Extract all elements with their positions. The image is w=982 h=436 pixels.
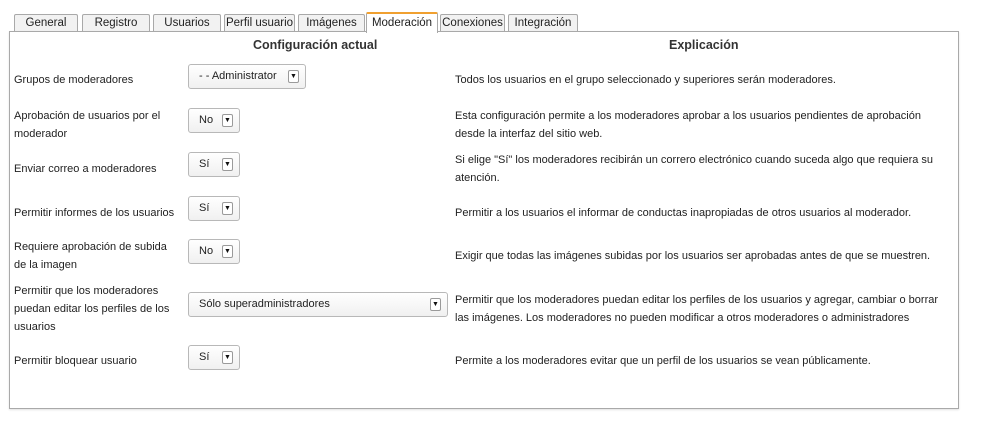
select-value: Sólo superadministradores bbox=[199, 298, 330, 310]
chevron-down-icon: ▼ bbox=[430, 298, 441, 311]
tab-moderacion[interactable]: Moderación bbox=[366, 12, 438, 33]
current-config-header: Configuración actual bbox=[253, 38, 378, 52]
image-approval-select[interactable] bbox=[188, 239, 240, 264]
setting-label: Permitir bloquear usuario bbox=[14, 355, 137, 367]
setting-label: Permitir que los moderadores puedan editar los perfiles de los usuarios bbox=[14, 285, 170, 333]
tab-conexiones[interactable]: Conexiones bbox=[440, 14, 505, 31]
select-value: Sí bbox=[199, 202, 210, 214]
select-value: No bbox=[199, 114, 214, 126]
user-approval-select[interactable] bbox=[188, 108, 240, 133]
setting-description: Permitir a los usuarios el informar de conductas inapropiadas de otros usuarios al moderador. bbox=[455, 207, 912, 219]
email-moderators-select[interactable] bbox=[188, 152, 240, 177]
setting-description: Si elige "Sí" los moderadores recibirán un correro electrónico cuando suceda algo que requiera su atención. bbox=[455, 154, 934, 184]
chevron-down-icon: ▼ bbox=[222, 245, 233, 258]
select-value: Sí bbox=[199, 158, 210, 170]
select-value: No bbox=[199, 245, 214, 257]
block-user-select[interactable] bbox=[188, 345, 240, 370]
setting-description: Todos los usuarios en el grupo seleccionado y superiores serán moderadores. bbox=[455, 74, 836, 86]
chevron-down-icon: ▼ bbox=[222, 202, 233, 215]
setting-label: Grupos de moderadores bbox=[14, 74, 134, 86]
setting-description: Esta configuración permite a los moderadores aprobar a los usuarios pendientes de aprobación desde la interfaz del sitio web. bbox=[455, 110, 921, 140]
setting-description: Permitir que los moderadores puedan editar los perfiles de los usuarios y agregar, cambiar o borrar las imágenes. Los moderadores no pueden modificar a otros moderadores o administradores bbox=[455, 294, 939, 324]
setting-label: Aprobación de usuarios por el moderador bbox=[14, 110, 161, 140]
edit-profiles-select[interactable] bbox=[188, 292, 448, 317]
explanation-header: Explicación bbox=[669, 38, 739, 52]
chevron-down-icon: ▼ bbox=[222, 114, 233, 127]
moderator-groups-select[interactable] bbox=[188, 64, 306, 89]
tab-perfil-usuario[interactable]: Perfil usuario bbox=[224, 14, 295, 31]
chevron-down-icon: ▼ bbox=[222, 351, 233, 364]
user-reports-select[interactable] bbox=[188, 196, 240, 221]
moderation-panel bbox=[9, 31, 959, 409]
select-value: - - Administrator bbox=[199, 70, 277, 82]
tab-general[interactable]: General bbox=[14, 14, 78, 31]
tab-imagenes[interactable]: Imágenes bbox=[298, 14, 365, 31]
chevron-down-icon: ▼ bbox=[222, 158, 233, 171]
setting-description: Permite a los moderadores evitar que un perfil de los usuarios se vean públicamente. bbox=[455, 355, 871, 367]
chevron-down-icon: ▼ bbox=[288, 70, 299, 83]
setting-label: Enviar correo a moderadores bbox=[14, 163, 157, 175]
setting-label: Requiere aprobación de subida de la imagen bbox=[14, 241, 167, 271]
select-value: Sí bbox=[199, 351, 210, 363]
setting-label: Permitir informes de los usuarios bbox=[14, 207, 175, 219]
tab-usuarios[interactable]: Usuarios bbox=[153, 14, 221, 31]
setting-description: Exigir que todas las imágenes subidas por los usuarios ser aprobadas antes de que se muestren. bbox=[455, 250, 931, 262]
tab-registro[interactable]: Registro bbox=[82, 14, 150, 31]
tab-integracion[interactable]: Integración bbox=[508, 14, 578, 31]
